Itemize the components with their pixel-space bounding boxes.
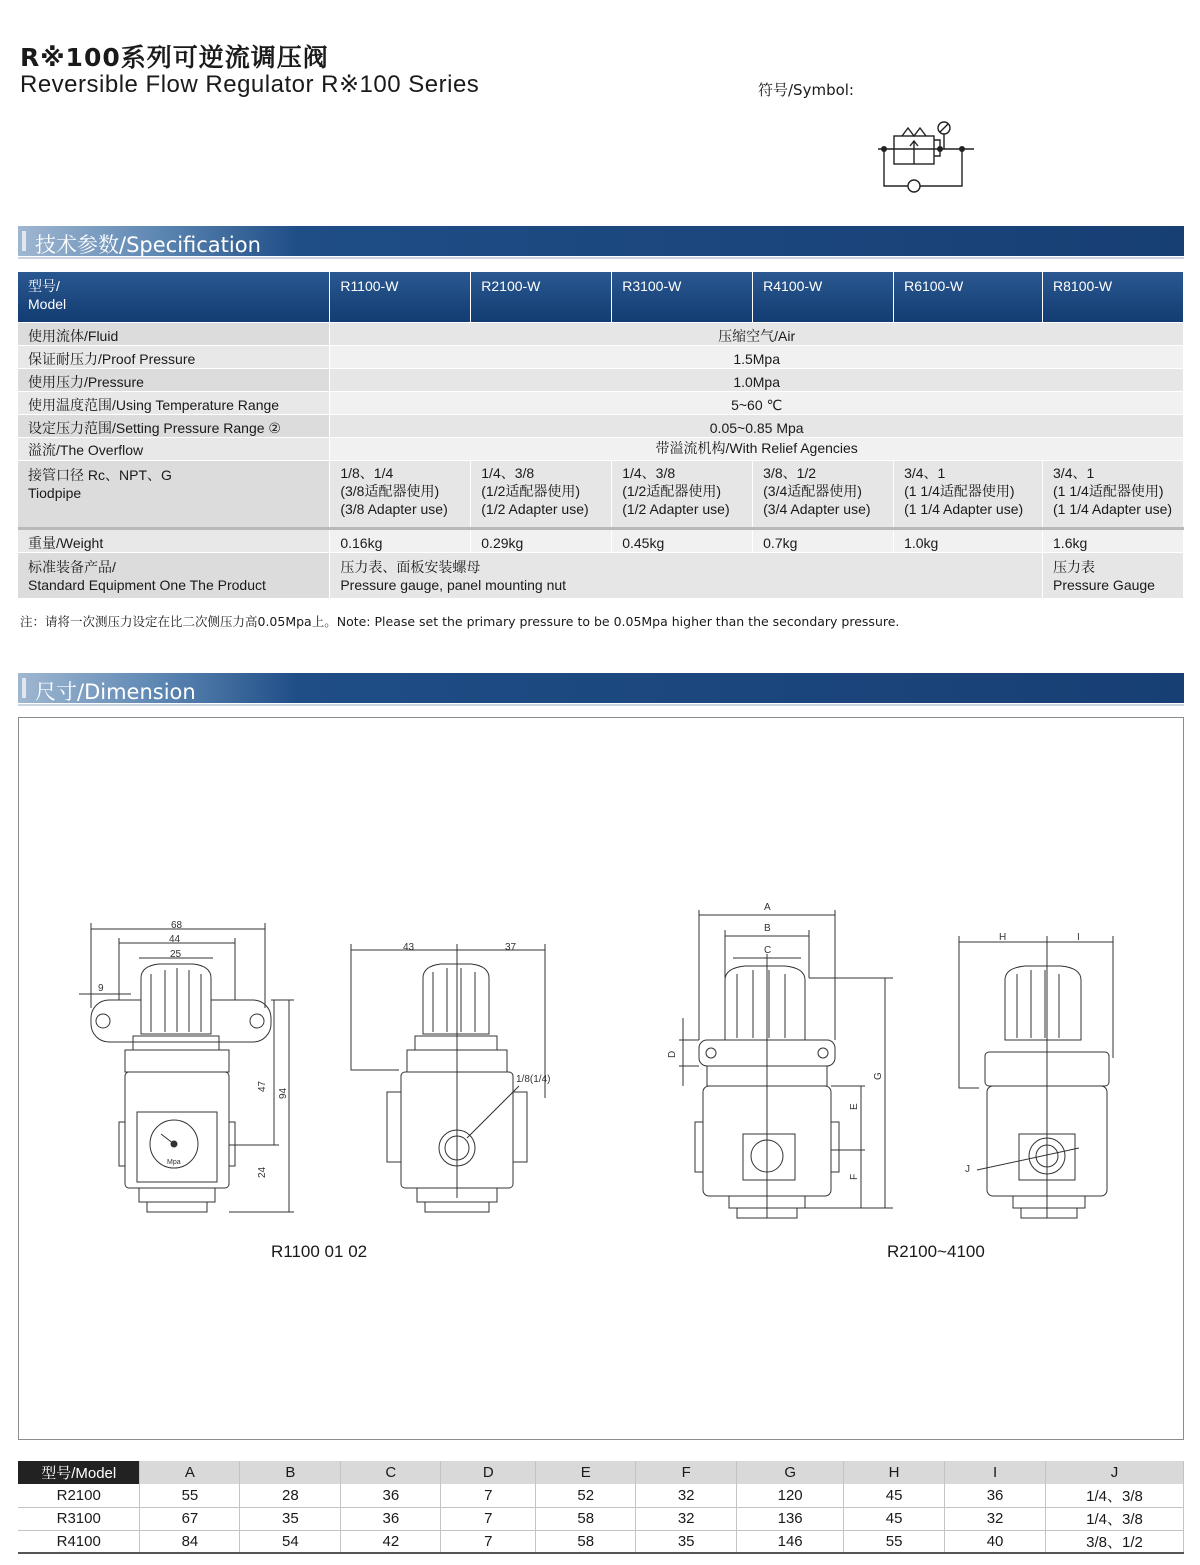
model-cell: R4100-W [753,272,894,322]
dim-label: 24 [257,1166,268,1178]
pipe-size: 1/8、1/4 [340,464,394,481]
pipe-label-cell [18,460,330,528]
pipe-cell [612,460,753,528]
dim-label: 37 [505,942,517,953]
dim-label: 25 [170,949,182,960]
table-cell: 58 [536,1507,636,1530]
equipment-label-cell [18,552,330,598]
pipe-adapter-en: (1 1/4 Adapter use) [1053,500,1173,517]
table-cell: 42 [341,1530,441,1553]
equipment-value-b [1043,552,1184,598]
table-cell: 7 [441,1530,536,1553]
row-value: 压缩空气/Air [330,322,1184,345]
pipe-size: 3/4、1 [1053,464,1095,481]
regulator-symbol-icon [874,114,978,194]
spec-section-title: 技术参数/Specification [35,233,261,257]
table-cell: 55 [140,1484,240,1507]
equipment-label-cn: 标准装备产品/ [28,558,116,575]
pipe-cell [894,460,1043,528]
pipe-adapter-cn: (1/2适配器使用) [622,482,721,499]
r1100-front-view [79,920,294,1212]
weight-cell: 0.16kg [330,528,471,552]
weight-cell: 1.6kg [1043,528,1184,552]
r2100-front-view [667,902,893,1218]
spec-note: 注：请将一次测压力设定在比二次侧压力高0.05Mpa上。Note: Please set the primary pressure to be 0.05Mpa higher than the secondary pressure. [20,614,900,629]
model-cell: R8100-W [1043,272,1184,322]
dim-label: I [1077,932,1080,943]
table-cell: 67 [140,1507,240,1530]
dim-label: 9 [98,983,104,994]
pipe-size: 3/8、1/2 [763,464,817,481]
page-title-en: Reversible Flow Regulator R※100 Series [20,71,480,98]
row-label: 重量/Weight [18,528,330,552]
model-cell: R6100-W [894,272,1043,322]
page-title-cn: R※100系列可逆流调压阀 [20,43,329,72]
caption-r2100-4100: R2100~4100 [887,1242,985,1261]
dimension-drawing-frame [18,717,1184,1440]
pipe-adapter-cn: (1 1/4适配器使用) [1053,482,1164,499]
dimension-drawing [19,718,1183,1439]
pipe-size: 1/4、3/8 [481,464,535,481]
table-cell: 1/4、3/8 [1046,1507,1184,1530]
table-cell: 45 [844,1484,945,1507]
dim-label: A [764,902,771,913]
table-cell: 32 [945,1507,1046,1530]
table-cell: 45 [844,1507,945,1530]
table-cell: 32 [636,1484,737,1507]
spec-section-bar [18,226,1184,256]
table-cell: 54 [240,1530,341,1553]
spec-table [18,272,1184,599]
pipe-adapter-cn: (1/2适配器使用) [481,482,581,499]
table-row [18,1507,1184,1530]
header-cell: E [536,1461,636,1484]
spec-header-row [18,272,1184,322]
dim-label: G [873,1072,884,1080]
dim-label: C [764,945,772,956]
model-cell: R3100-W [612,272,753,322]
dimension-section-bar [18,673,1184,703]
spec-row-temperature [18,391,1184,414]
table-cell: R2100 [18,1484,140,1507]
pipe-adapter-en: (1/2 Adapter use) [481,500,589,517]
spec-row-setting-range [18,414,1184,437]
dim-label: D [667,1050,678,1058]
dim-label: F [849,1173,860,1180]
row-label: 使用压力/Pressure [18,368,330,391]
weight-cell: 1.0kg [894,528,1043,552]
table-cell: 32 [636,1507,737,1530]
model-cell: R1100-W [330,272,471,322]
header-cell: F [636,1461,737,1484]
dim-label: J [965,1164,970,1175]
table-cell: R3100 [18,1507,140,1530]
dim-label: H [999,932,1007,943]
gauge-unit-label: Mpa [167,1159,181,1166]
pipe-adapter-en: (3/8 Adapter use) [340,500,448,517]
pipe-label-cn: 接管口径 Rc、NPT、G [28,466,172,483]
weight-cell: 0.45kg [612,528,753,552]
r2100-side-view [959,932,1113,1218]
equipment-label-en: Standard Equipment One The Product [28,576,266,593]
table-cell: 40 [945,1530,1046,1553]
row-label: 使用流体/Fluid [18,322,330,345]
table-cell: 146 [737,1530,844,1553]
row-label: 溢流/The Overflow [18,437,330,460]
model-cell: R2100-W [471,272,612,322]
equipment-b-en: Pressure Gauge [1053,576,1155,593]
pipe-adapter-en: (1/2 Adapter use) [622,500,730,517]
table-cell: 120 [737,1484,844,1507]
table-cell: 55 [844,1530,945,1553]
r1100-side-view [351,942,550,1212]
weight-cell: 0.29kg [471,528,612,552]
header-cell: G [737,1461,844,1484]
model-label-cn: 型号/ [28,278,60,294]
header-cell: I [945,1461,1046,1484]
spec-row-proof-pressure [18,345,1184,368]
pipe-size: 3/4、1 [904,464,946,481]
table-cell: 35 [636,1530,737,1553]
header-cell: B [240,1461,341,1484]
pipe-adapter-cn: (3/4适配器使用) [763,482,862,499]
pipe-label-en: Tiodpipe [28,484,82,501]
row-value: 1.5Mpa [330,345,1184,368]
model-label-en: Model [28,296,67,312]
row-value: 0.05~0.85 Mpa [330,414,1184,437]
dim-label: 44 [169,934,181,945]
equipment-value-a [330,552,1043,598]
pipe-cell [753,460,894,528]
pipe-adapter-en: (1 1/4 Adapter use) [904,500,1024,517]
table-cell: 52 [536,1484,636,1507]
row-value: 1.0Mpa [330,368,1184,391]
dim-label: 68 [171,920,183,931]
header-cell: 型号/Model [18,1461,140,1484]
spec-row-pressure [18,368,1184,391]
model-header-cell [18,272,330,322]
pipe-cell [1043,460,1184,528]
table-cell: 1/4、3/8 [1046,1484,1184,1507]
symbol-label: 符号/Symbol: [758,81,854,99]
table-cell: 36 [341,1507,441,1530]
table-cell: 7 [441,1507,536,1530]
table-cell: 36 [945,1484,1046,1507]
table-cell: 35 [240,1507,341,1530]
table-row [18,1530,1184,1553]
dimension-section-title: 尺寸/Dimension [35,680,196,704]
dim-label: 43 [403,942,415,953]
pipe-adapter-en: (3/4 Adapter use) [763,500,871,517]
pipe-cell [330,460,471,528]
row-label: 保证耐压力/Proof Pressure [18,345,330,368]
header-cell: J [1046,1461,1184,1484]
table-cell: 136 [737,1507,844,1530]
dim-label: E [849,1103,860,1110]
dim-label: 1/8(1/4) [516,1074,551,1085]
header-cell: H [844,1461,945,1484]
dimension-header-row [18,1461,1184,1484]
dimension-table [18,1461,1184,1554]
table-cell: 58 [536,1530,636,1553]
table-cell: 7 [441,1484,536,1507]
header-cell: D [441,1461,536,1484]
dim-label: 47 [257,1080,268,1092]
pipe-adapter-cn: (1 1/4适配器使用) [904,482,1015,499]
spec-row-weight [18,528,1184,552]
table-row [18,1484,1184,1507]
table-cell: R4100 [18,1530,140,1553]
pipe-adapter-cn: (3/8适配器使用) [340,482,440,499]
table-cell: 28 [240,1484,341,1507]
caption-r1100: R1100 01 02 [271,1242,368,1261]
equipment-a-cn: 压力表、面板安装螺母 [340,558,481,575]
pipe-cell [471,460,612,528]
header-cell: A [140,1461,240,1484]
weight-cell: 0.7kg [753,528,894,552]
spec-row-equipment [18,552,1184,598]
spec-row-overflow [18,437,1184,460]
spec-row-pipe [18,460,1184,528]
header-cell: C [341,1461,441,1484]
pipe-size: 1/4、3/8 [622,464,676,481]
row-value: 5~60 ℃ [330,391,1184,414]
table-cell: 84 [140,1530,240,1553]
table-cell: 36 [341,1484,441,1507]
spec-row-fluid [18,322,1184,345]
equipment-a-en: Pressure gauge, panel mounting nut [340,576,567,593]
row-label: 使用温度范围/Using Temperature Range [18,391,330,414]
table-cell: 3/8、1/2 [1046,1530,1184,1553]
dim-label: 94 [278,1087,289,1099]
dim-label: B [764,923,771,934]
row-value: 带溢流机构/With Relief Agencies [330,437,1184,460]
equipment-b-cn: 压力表 [1053,558,1096,575]
row-label: 设定压力范围/Setting Pressure Range ② [18,414,330,437]
